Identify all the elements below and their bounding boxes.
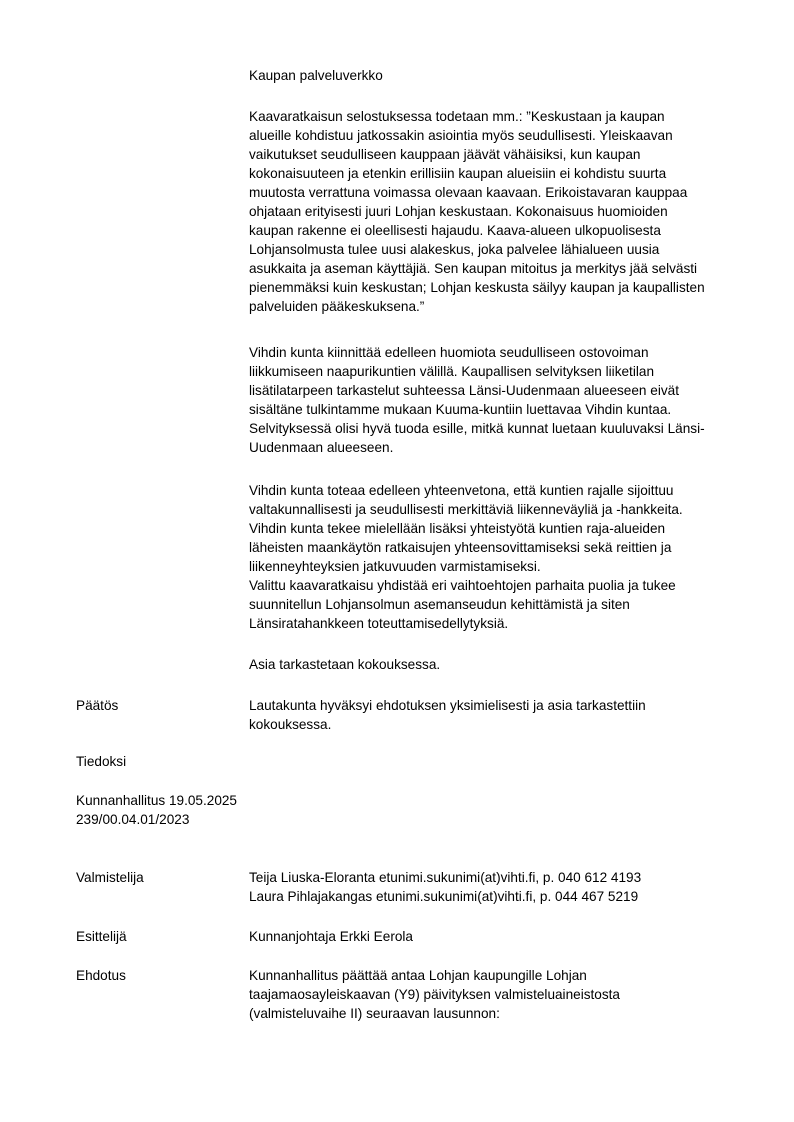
presenter-value: Kunnanjohtaja Erkki Eerola: [249, 929, 413, 944]
heading-text: Kaupan palveluverkko: [249, 68, 383, 83]
text-line: kokouksessa.: [249, 717, 332, 732]
text-line: vaikutukset seudulliseen kauppaan jäävät vähäisiksi, kun kaupan: [249, 147, 641, 162]
text-line: Vihdin kunta tekee mielellään lisäksi yhteistyötä kuntien raja-alueiden: [249, 521, 666, 536]
text-line: taajamaosayleiskaavan (Y9) päivityksen valmisteluaineistosta: [249, 987, 620, 1002]
text-line: Lautakunta hyväksyi ehdotuksen yksimielisesti ja asia tarkastettiin: [249, 698, 646, 713]
preparer-list: [249, 868, 749, 906]
preparer-label: Valmistelija: [76, 870, 144, 885]
text-line: Asia tarkastetaan kokouksessa.: [249, 657, 441, 672]
text-line: pienemmäksi kuin keskustan; Lohjan keskusta säilyy kaupan ja kaupallisten: [249, 280, 705, 295]
preparer-entry: Teija Liuska-Eloranta etunimi.sukunimi(at)vihti.fi, p. 040 612 4193: [249, 870, 642, 885]
meeting-body: Kunnanhallitus 19.05.2025: [76, 793, 237, 808]
text-line: kokonaisuuteen ja etenkin erillisiin kaupan alueisiin ei kohdistu suurta: [249, 166, 667, 181]
text-line: lisätilatarpeen tarkastelut suhteessa Länsi-Uudenmaan alueeseen eivät: [249, 383, 679, 398]
paragraph-review: [249, 655, 749, 674]
proposal-text: [249, 966, 749, 1023]
text-line: palveluiden pääkeskuksena.”: [249, 299, 425, 314]
preparer-entry: Laura Pihlajakangas etunimi.sukunimi(at)vihti.fi, p. 044 467 5219: [249, 889, 639, 904]
text-line: Valittu kaavaratkaisu yhdistää eri vaihtoehtojen parhaita puolia ja tukee: [249, 578, 676, 593]
text-line: Kunnanhallitus päättää antaa Lohjan kaupungille Lohjan: [249, 968, 587, 983]
paragraph-quote: [249, 107, 749, 316]
paragraph-purchasing-power: [249, 343, 749, 457]
text-line: Kaavaratkaisun selostuksessa todetaan mm.: ”Keskustaan ja kaupan: [249, 109, 665, 124]
proposal-label: Ehdotus: [76, 968, 126, 983]
text-line: Uudenmaan alueeseen.: [249, 440, 394, 455]
text-line: valtakunnallisesti ja seudullisesti merkittäviä liikenneväyliä ja -hankkeita.: [249, 502, 683, 517]
text-line: kaupan rakenne ei oleellisesti hajaudu. Kaava-alueen ulkopuolisesta: [249, 223, 661, 238]
text-line: Selvityksessä olisi hyvä tuoda esille, mitkä kunnat luetaan kuuluvaksi Länsi-: [249, 421, 705, 436]
text-line: muutosta verrattuna voimassa olevaan kaavaan. Erikoistavaran kauppaa: [249, 185, 688, 200]
text-line: Länsiratahankkeen toteuttamisedellytyksiä.: [249, 616, 509, 631]
paragraph-summary: [249, 481, 749, 633]
text-line: läheisten maankäytön ratkaisujen yhteensovittamiseksi sekä reittien ja: [249, 540, 672, 555]
meeting-header: [76, 791, 237, 829]
text-line: Vihdin kunta kiinnittää edelleen huomiota seudulliseen ostovoiman: [249, 345, 649, 360]
tiedoksi-label: Tiedoksi: [76, 754, 127, 769]
section-heading: [249, 66, 749, 85]
text-line: liikkumiseen naapurikuntien välillä. Kaupallisen selvityksen liiketilan: [249, 364, 654, 379]
text-line: suunnitellun Lohjansolmun asemanseudun kehittämistä ja siten: [249, 597, 630, 612]
text-line: alueille kohdistuu jatkossakin asiointia myös seudullisesti. Yleiskaavan: [249, 128, 673, 143]
text-line: (valmisteluvaihe II) seuraavan lausunnon:: [249, 1006, 500, 1021]
text-line: sisältäne tulkintamme mukaan Kuuma-kuntiin luettavaa Vihdin kuntaa.: [249, 402, 672, 417]
decision-label: Päätös: [76, 698, 119, 713]
text-line: ohjataan erityisesti juuri Lohjan keskustaan. Kokonaisuus huomioiden: [249, 204, 668, 219]
text-line: Vihdin kunta toteaa edelleen yhteenvetona, että kuntien rajalle sijoittuu: [249, 483, 674, 498]
decision-text: [249, 696, 749, 734]
meeting-reference: 239/00.04.01/2023: [76, 812, 190, 827]
text-line: liikenneyhteyksien jatkuvuuden varmistamiseksi.: [249, 559, 541, 574]
presenter-label: Esittelijä: [76, 929, 127, 944]
text-line: asukkaita ja aseman käyttäjiä. Sen kaupan mitoitus ja merkitys jää selvästi: [249, 261, 698, 276]
text-line: Lohjansolmusta tulee uusi alakeskus, joka palvelee lähialueen uusia: [249, 242, 660, 257]
